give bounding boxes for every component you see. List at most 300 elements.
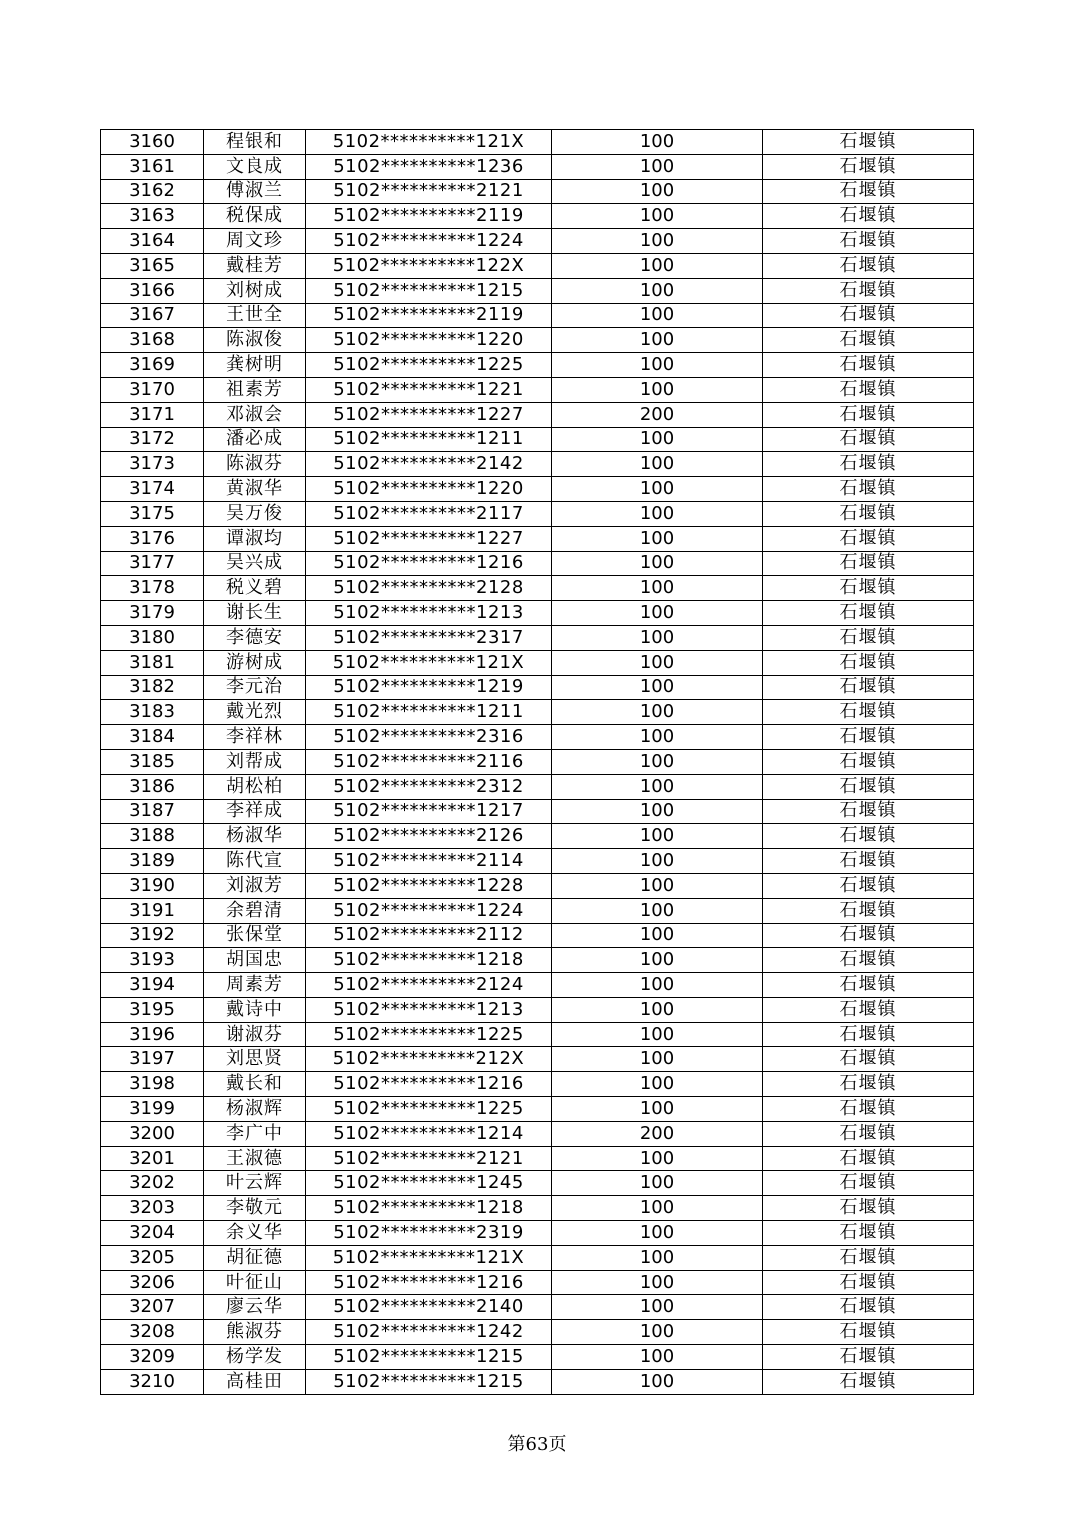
person-name: 李敬元: [204, 1196, 306, 1221]
id-number: 5102**********1227: [306, 526, 552, 551]
id-number: 5102**********1215: [306, 1369, 552, 1394]
person-name: 杨淑辉: [204, 1097, 306, 1122]
amount: 100: [552, 328, 763, 353]
amount: 100: [552, 278, 763, 303]
person-name: 杨学发: [204, 1345, 306, 1370]
amount: 100: [552, 997, 763, 1022]
row-number: 3202: [101, 1171, 204, 1196]
amount: 100: [552, 1097, 763, 1122]
id-number: 5102**********2116: [306, 749, 552, 774]
table-row: [101, 353, 974, 378]
town-name: 石堰镇: [763, 501, 974, 526]
person-name: 高桂田: [204, 1369, 306, 1394]
amount: 100: [552, 130, 763, 155]
table-row: [101, 253, 974, 278]
row-number: 3190: [101, 873, 204, 898]
id-number: 5102**********1211: [306, 700, 552, 725]
id-number: 5102**********1218: [306, 1196, 552, 1221]
table-row: [101, 278, 974, 303]
table-row: [101, 973, 974, 998]
person-name: 戴诗中: [204, 997, 306, 1022]
town-name: 石堰镇: [763, 551, 974, 576]
id-number: 5102**********121X: [306, 130, 552, 155]
person-name: 潘必成: [204, 427, 306, 452]
id-number: 5102**********1220: [306, 328, 552, 353]
table-row: [101, 477, 974, 502]
row-number: 3209: [101, 1345, 204, 1370]
table-row: [101, 650, 974, 675]
row-number: 3168: [101, 328, 204, 353]
id-number: 5102**********1215: [306, 1345, 552, 1370]
id-number: 5102**********121X: [306, 1245, 552, 1270]
amount: 100: [552, 1221, 763, 1246]
row-number: 3182: [101, 675, 204, 700]
row-number: 3172: [101, 427, 204, 452]
amount: 100: [552, 1171, 763, 1196]
town-name: 石堰镇: [763, 253, 974, 278]
person-name: 游树成: [204, 650, 306, 675]
row-number: 3169: [101, 353, 204, 378]
person-name: 谭淑均: [204, 526, 306, 551]
row-number: 3199: [101, 1097, 204, 1122]
id-number: 5102**********122X: [306, 253, 552, 278]
person-name: 戴长和: [204, 1072, 306, 1097]
id-number: 5102**********1211: [306, 427, 552, 452]
id-number: 5102**********2119: [306, 303, 552, 328]
table-row: [101, 1245, 974, 1270]
table-row: [101, 601, 974, 626]
row-number: 3161: [101, 154, 204, 179]
town-name: 石堰镇: [763, 179, 974, 204]
id-number: 5102**********1219: [306, 675, 552, 700]
town-name: 石堰镇: [763, 1072, 974, 1097]
amount: 100: [552, 749, 763, 774]
id-number: 5102**********2140: [306, 1295, 552, 1320]
town-name: 石堰镇: [763, 997, 974, 1022]
id-number: 5102**********2114: [306, 849, 552, 874]
row-number: 3188: [101, 824, 204, 849]
person-name: 叶征山: [204, 1270, 306, 1295]
person-name: 吴兴成: [204, 551, 306, 576]
town-name: 石堰镇: [763, 1146, 974, 1171]
table-body: [101, 130, 974, 1395]
person-name: 周文珍: [204, 229, 306, 254]
town-name: 石堰镇: [763, 948, 974, 973]
id-number: 5102**********1217: [306, 799, 552, 824]
id-number: 5102**********2316: [306, 725, 552, 750]
row-number: 3167: [101, 303, 204, 328]
row-number: 3201: [101, 1146, 204, 1171]
id-number: 5102**********1218: [306, 948, 552, 973]
amount: 100: [552, 948, 763, 973]
table-row: [101, 1345, 974, 1370]
person-name: 刘帮成: [204, 749, 306, 774]
id-number: 5102**********1227: [306, 402, 552, 427]
town-name: 石堰镇: [763, 725, 974, 750]
town-name: 石堰镇: [763, 1295, 974, 1320]
data-table: [100, 129, 974, 1395]
town-name: 石堰镇: [763, 402, 974, 427]
row-number: 3185: [101, 749, 204, 774]
table-row: [101, 303, 974, 328]
id-number: 5102**********2117: [306, 501, 552, 526]
person-name: 文良成: [204, 154, 306, 179]
amount: 100: [552, 650, 763, 675]
amount: 100: [552, 303, 763, 328]
table-row: [101, 997, 974, 1022]
id-number: 5102**********1225: [306, 1022, 552, 1047]
town-name: 石堰镇: [763, 303, 974, 328]
amount: 100: [552, 601, 763, 626]
table-row: [101, 1146, 974, 1171]
town-name: 石堰镇: [763, 204, 974, 229]
row-number: 3203: [101, 1196, 204, 1221]
row-number: 3174: [101, 477, 204, 502]
town-name: 石堰镇: [763, 576, 974, 601]
amount: 100: [552, 774, 763, 799]
person-name: 胡国忠: [204, 948, 306, 973]
id-number: 5102**********1225: [306, 353, 552, 378]
person-name: 谢长生: [204, 601, 306, 626]
amount: 100: [552, 923, 763, 948]
id-number: 5102**********1236: [306, 154, 552, 179]
amount: 100: [552, 625, 763, 650]
amount: 100: [552, 898, 763, 923]
row-number: 3183: [101, 700, 204, 725]
row-number: 3208: [101, 1320, 204, 1345]
person-name: 陈淑芬: [204, 452, 306, 477]
town-name: 石堰镇: [763, 898, 974, 923]
id-number: 5102**********1213: [306, 997, 552, 1022]
row-number: 3207: [101, 1295, 204, 1320]
amount: 100: [552, 1072, 763, 1097]
table-row: [101, 154, 974, 179]
town-name: 石堰镇: [763, 1022, 974, 1047]
row-number: 3195: [101, 997, 204, 1022]
row-number: 3200: [101, 1121, 204, 1146]
person-name: 邓淑会: [204, 402, 306, 427]
row-number: 3180: [101, 625, 204, 650]
amount: 100: [552, 873, 763, 898]
id-number: 5102**********1216: [306, 1270, 552, 1295]
amount: 100: [552, 501, 763, 526]
person-name: 傅淑兰: [204, 179, 306, 204]
amount: 100: [552, 1295, 763, 1320]
row-number: 3178: [101, 576, 204, 601]
table-row: [101, 1320, 974, 1345]
town-name: 石堰镇: [763, 749, 974, 774]
table-row: [101, 1022, 974, 1047]
row-number: 3187: [101, 799, 204, 824]
amount: 100: [552, 1146, 763, 1171]
town-name: 石堰镇: [763, 377, 974, 402]
amount: 100: [552, 452, 763, 477]
table-row: [101, 948, 974, 973]
table-row: [101, 1171, 974, 1196]
town-name: 石堰镇: [763, 625, 974, 650]
person-name: 龚树明: [204, 353, 306, 378]
table-row: [101, 501, 974, 526]
table-row: [101, 1369, 974, 1394]
table-row: [101, 402, 974, 427]
amount: 100: [552, 204, 763, 229]
table-row: [101, 328, 974, 353]
amount: 100: [552, 229, 763, 254]
row-number: 3179: [101, 601, 204, 626]
id-number: 5102**********1214: [306, 1121, 552, 1146]
id-number: 5102**********2121: [306, 1146, 552, 1171]
amount: 100: [552, 1047, 763, 1072]
amount: 100: [552, 1022, 763, 1047]
row-number: 3162: [101, 179, 204, 204]
id-number: 5102**********212X: [306, 1047, 552, 1072]
row-number: 3163: [101, 204, 204, 229]
id-number: 5102**********2317: [306, 625, 552, 650]
person-name: 税保成: [204, 204, 306, 229]
person-name: 戴桂芳: [204, 253, 306, 278]
table-row: [101, 551, 974, 576]
town-name: 石堰镇: [763, 973, 974, 998]
person-name: 王淑德: [204, 1146, 306, 1171]
amount: 100: [552, 824, 763, 849]
town-name: 石堰镇: [763, 278, 974, 303]
person-name: 陈淑俊: [204, 328, 306, 353]
table-row: [101, 1270, 974, 1295]
id-number: 5102**********1242: [306, 1320, 552, 1345]
table-row: [101, 1196, 974, 1221]
row-number: 3166: [101, 278, 204, 303]
table-row: [101, 1072, 974, 1097]
row-number: 3186: [101, 774, 204, 799]
table-row: [101, 923, 974, 948]
amount: 100: [552, 253, 763, 278]
amount: 100: [552, 700, 763, 725]
town-name: 石堰镇: [763, 328, 974, 353]
town-name: 石堰镇: [763, 799, 974, 824]
person-name: 胡征德: [204, 1245, 306, 1270]
town-name: 石堰镇: [763, 130, 974, 155]
town-name: 石堰镇: [763, 1047, 974, 1072]
person-name: 税义碧: [204, 576, 306, 601]
person-name: 周素芳: [204, 973, 306, 998]
row-number: 3197: [101, 1047, 204, 1072]
amount: 100: [552, 1245, 763, 1270]
row-number: 3176: [101, 526, 204, 551]
amount: 100: [552, 1345, 763, 1370]
town-name: 石堰镇: [763, 229, 974, 254]
row-number: 3177: [101, 551, 204, 576]
id-number: 5102**********2124: [306, 973, 552, 998]
town-name: 石堰镇: [763, 477, 974, 502]
amount: 200: [552, 1121, 763, 1146]
table-row: [101, 229, 974, 254]
town-name: 石堰镇: [763, 650, 974, 675]
table-row: [101, 1097, 974, 1122]
id-number: 5102**********1220: [306, 477, 552, 502]
town-name: 石堰镇: [763, 1245, 974, 1270]
table-row: [101, 452, 974, 477]
person-name: 戴光烈: [204, 700, 306, 725]
amount: 100: [552, 353, 763, 378]
table-row: [101, 1121, 974, 1146]
row-number: 3206: [101, 1270, 204, 1295]
id-number: 5102**********1224: [306, 229, 552, 254]
person-name: 张保堂: [204, 923, 306, 948]
amount: 100: [552, 551, 763, 576]
row-number: 3204: [101, 1221, 204, 1246]
table-row: [101, 700, 974, 725]
table-row: [101, 675, 974, 700]
town-name: 石堰镇: [763, 452, 974, 477]
id-number: 5102**********2119: [306, 204, 552, 229]
table-row: [101, 725, 974, 750]
person-name: 李德安: [204, 625, 306, 650]
town-name: 石堰镇: [763, 1121, 974, 1146]
row-number: 3196: [101, 1022, 204, 1047]
town-name: 石堰镇: [763, 353, 974, 378]
person-name: 刘淑芳: [204, 873, 306, 898]
town-name: 石堰镇: [763, 1196, 974, 1221]
town-name: 石堰镇: [763, 849, 974, 874]
person-name: 李祥林: [204, 725, 306, 750]
id-number: 5102**********121X: [306, 650, 552, 675]
table-row: [101, 526, 974, 551]
amount: 100: [552, 154, 763, 179]
person-name: 刘思贤: [204, 1047, 306, 1072]
town-name: 石堰镇: [763, 154, 974, 179]
town-name: 石堰镇: [763, 1097, 974, 1122]
row-number: 3189: [101, 849, 204, 874]
amount: 100: [552, 1270, 763, 1295]
person-name: 余义华: [204, 1221, 306, 1246]
person-name: 叶云辉: [204, 1171, 306, 1196]
id-number: 5102**********2319: [306, 1221, 552, 1246]
amount: 100: [552, 1196, 763, 1221]
amount: 100: [552, 377, 763, 402]
amount: 100: [552, 799, 763, 824]
town-name: 石堰镇: [763, 774, 974, 799]
table-row: [101, 1047, 974, 1072]
id-number: 5102**********2112: [306, 923, 552, 948]
table-row: [101, 377, 974, 402]
town-name: 石堰镇: [763, 601, 974, 626]
page-number: 第63页: [507, 1434, 567, 1455]
amount: 100: [552, 725, 763, 750]
row-number: 3192: [101, 923, 204, 948]
person-name: 李元治: [204, 675, 306, 700]
id-number: 5102**********2126: [306, 824, 552, 849]
id-number: 5102**********2312: [306, 774, 552, 799]
amount: 100: [552, 427, 763, 452]
id-number: 5102**********1216: [306, 551, 552, 576]
town-name: 石堰镇: [763, 873, 974, 898]
table-row: [101, 427, 974, 452]
row-number: 3193: [101, 948, 204, 973]
town-name: 石堰镇: [763, 427, 974, 452]
town-name: 石堰镇: [763, 1270, 974, 1295]
row-number: 3210: [101, 1369, 204, 1394]
id-number: 5102**********1224: [306, 898, 552, 923]
amount: 100: [552, 1320, 763, 1345]
person-name: 程银和: [204, 130, 306, 155]
town-name: 石堰镇: [763, 1369, 974, 1394]
town-name: 石堰镇: [763, 1171, 974, 1196]
id-number: 5102**********1221: [306, 377, 552, 402]
town-name: 石堰镇: [763, 675, 974, 700]
table-row: [101, 799, 974, 824]
person-name: 黄淑华: [204, 477, 306, 502]
amount: 100: [552, 179, 763, 204]
row-number: 3198: [101, 1072, 204, 1097]
table-row: [101, 749, 974, 774]
id-number: 5102**********2121: [306, 179, 552, 204]
person-name: 吴万俊: [204, 501, 306, 526]
table-row: [101, 1221, 974, 1246]
table-row: [101, 204, 974, 229]
person-name: 杨淑华: [204, 824, 306, 849]
id-number: 5102**********1215: [306, 278, 552, 303]
id-number: 5102**********1245: [306, 1171, 552, 1196]
table-row: [101, 824, 974, 849]
person-name: 胡松柏: [204, 774, 306, 799]
id-number: 5102**********1225: [306, 1097, 552, 1122]
table-row: [101, 774, 974, 799]
table-row: [101, 576, 974, 601]
id-number: 5102**********2128: [306, 576, 552, 601]
amount: 100: [552, 849, 763, 874]
person-name: 刘树成: [204, 278, 306, 303]
table-row: [101, 898, 974, 923]
amount: 200: [552, 402, 763, 427]
town-name: 石堰镇: [763, 1320, 974, 1345]
person-name: 熊淑芬: [204, 1320, 306, 1345]
row-number: 3164: [101, 229, 204, 254]
row-number: 3173: [101, 452, 204, 477]
person-name: 祖素芳: [204, 377, 306, 402]
id-number: 5102**********1228: [306, 873, 552, 898]
id-number: 5102**********2142: [306, 452, 552, 477]
row-number: 3175: [101, 501, 204, 526]
table-row: [101, 179, 974, 204]
town-name: 石堰镇: [763, 526, 974, 551]
table-row: [101, 130, 974, 155]
row-number: 3181: [101, 650, 204, 675]
table-row: [101, 1295, 974, 1320]
person-name: 谢淑芬: [204, 1022, 306, 1047]
row-number: 3194: [101, 973, 204, 998]
person-name: 廖云华: [204, 1295, 306, 1320]
amount: 100: [552, 675, 763, 700]
town-name: 石堰镇: [763, 700, 974, 725]
town-name: 石堰镇: [763, 1345, 974, 1370]
row-number: 3184: [101, 725, 204, 750]
table-row: [101, 625, 974, 650]
row-number: 3165: [101, 253, 204, 278]
person-name: 王世全: [204, 303, 306, 328]
row-number: 3171: [101, 402, 204, 427]
town-name: 石堰镇: [763, 923, 974, 948]
town-name: 石堰镇: [763, 824, 974, 849]
row-number: 3191: [101, 898, 204, 923]
table-row: [101, 849, 974, 874]
row-number: 3170: [101, 377, 204, 402]
amount: 100: [552, 576, 763, 601]
town-name: 石堰镇: [763, 1221, 974, 1246]
person-name: 李广中: [204, 1121, 306, 1146]
person-name: 余碧清: [204, 898, 306, 923]
amount: 100: [552, 477, 763, 502]
amount: 100: [552, 526, 763, 551]
